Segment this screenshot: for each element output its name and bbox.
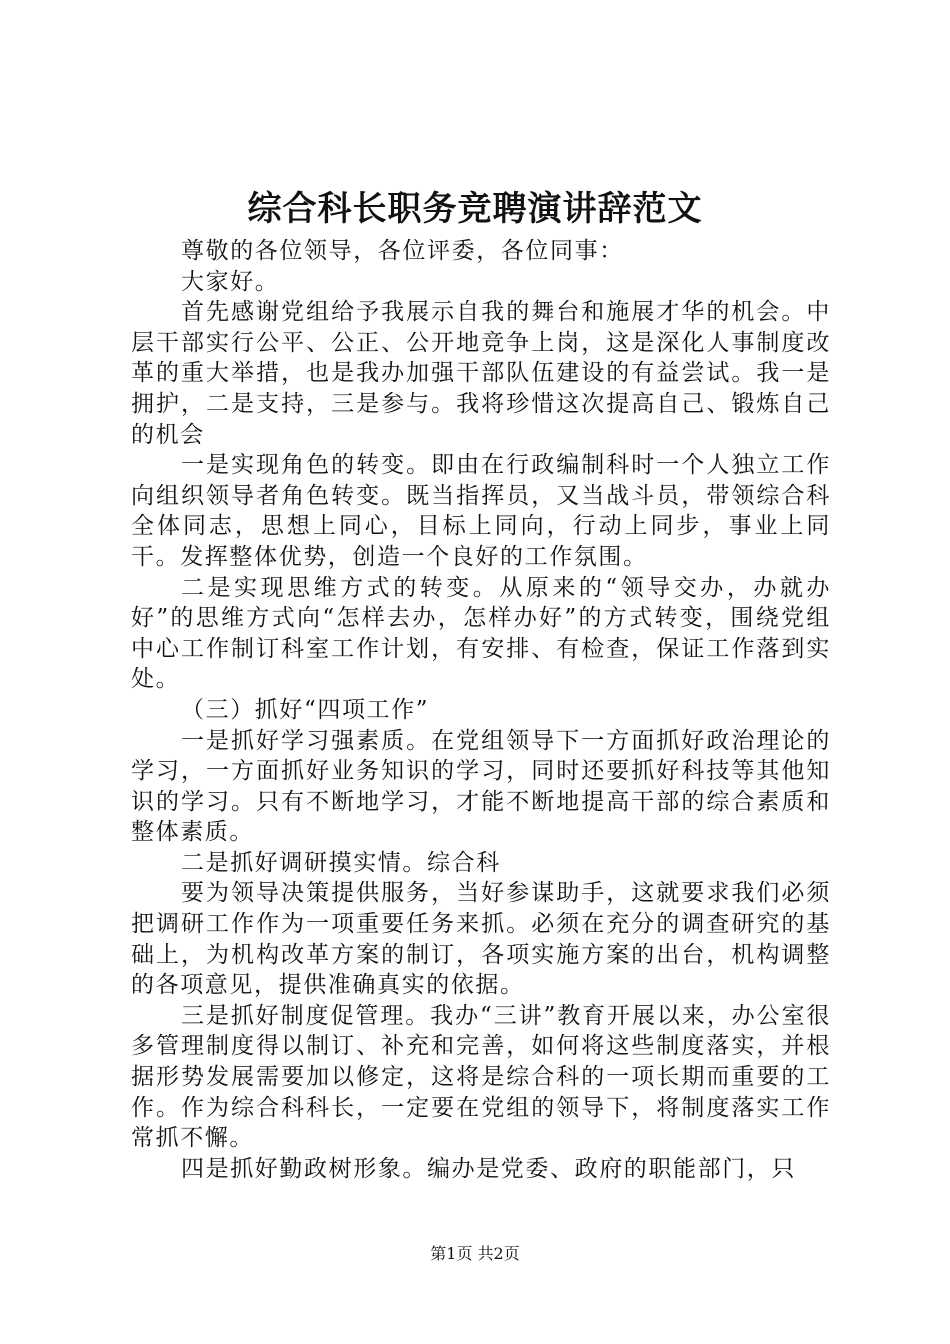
section-heading-four-tasks: （三）抓好“四项工作” — [181, 696, 430, 723]
document-title: 综合科长职务竞聘演讲辞范文 — [247, 189, 703, 229]
paragraph-intro: 首先感谢党组给予我展示自我的舞台和施展才华的机会。中层干部实行公平、公正、公开地竞争上岗，这是深化人事制度改革的重大举措，也是我办加强干部队伍建设的有益尝试。我一是拥护，二是支持，三是参与。我将珍惜这次提高自己、锻炼自己的机会 — [131, 299, 831, 448]
paragraph-role-change: 一是实现角色的转变。即由在行政编制科时一个人独立工作向组织领导者角色转变。既当指挥员，又当战斗员，带领综合科全体同志，思想上同心，目标上同向，行动上同步，事业上同干。发挥整体优势，创造一个良好的工作氛围。 — [131, 452, 831, 570]
paragraph-thinking-change: 二是实现思维方式的转变。从原来的“领导交办，办就办好”的思维方式向“怎样去办，怎样办好”的方式转变，围绕党组中心工作制订科室工作计划，有安排、有检查，保证工作落到实处。 — [131, 574, 831, 693]
paragraph-research-lead: 二是抓好调研摸实情。综合科 — [181, 849, 501, 876]
page-footer: 第1页 共2页 — [430, 1244, 520, 1263]
paragraph-research: 要为领导决策提供服务，当好参谋助手，这就要求我们必须把调研工作作为一项重要任务来抓。必须在充分的调查研究的基础上，为机构改革方案的制订，各项实施方案的出台，机构调整的各项意见，提供准确真实的依据。 — [131, 880, 831, 999]
document-body — [131, 236, 831, 1184]
paragraph-greeting: 大家好。 — [181, 268, 280, 295]
paragraph-diligence: 四是抓好勤政树形象。编办是党委、政府的职能部门，只 — [181, 1155, 796, 1182]
paragraph-system: 三是抓好制度促管理。我办“三讲”教育开展以来，办公室很多管理制度得以制订、补充和完善，如何将这些制度落实，并根据形势发展需要加以修定，这将是综合科的一项长期而重要的工作。作为综合科科长，一定要在党组的领导下，将制度落实工作常抓不懈。 — [131, 1002, 831, 1152]
paragraph-salutation: 尊敬的各位领导，各位评委，各位同事： — [181, 238, 624, 264]
paragraph-study: 一是抓好学习强素质。在党组领导下一方面抓好政治理论的学习，一方面抓好业务知识的学习，同时还要抓好科技等其他知识的学习。只有不断地学习，才能不断地提高干部的综合素质和整体素质。 — [131, 727, 831, 846]
